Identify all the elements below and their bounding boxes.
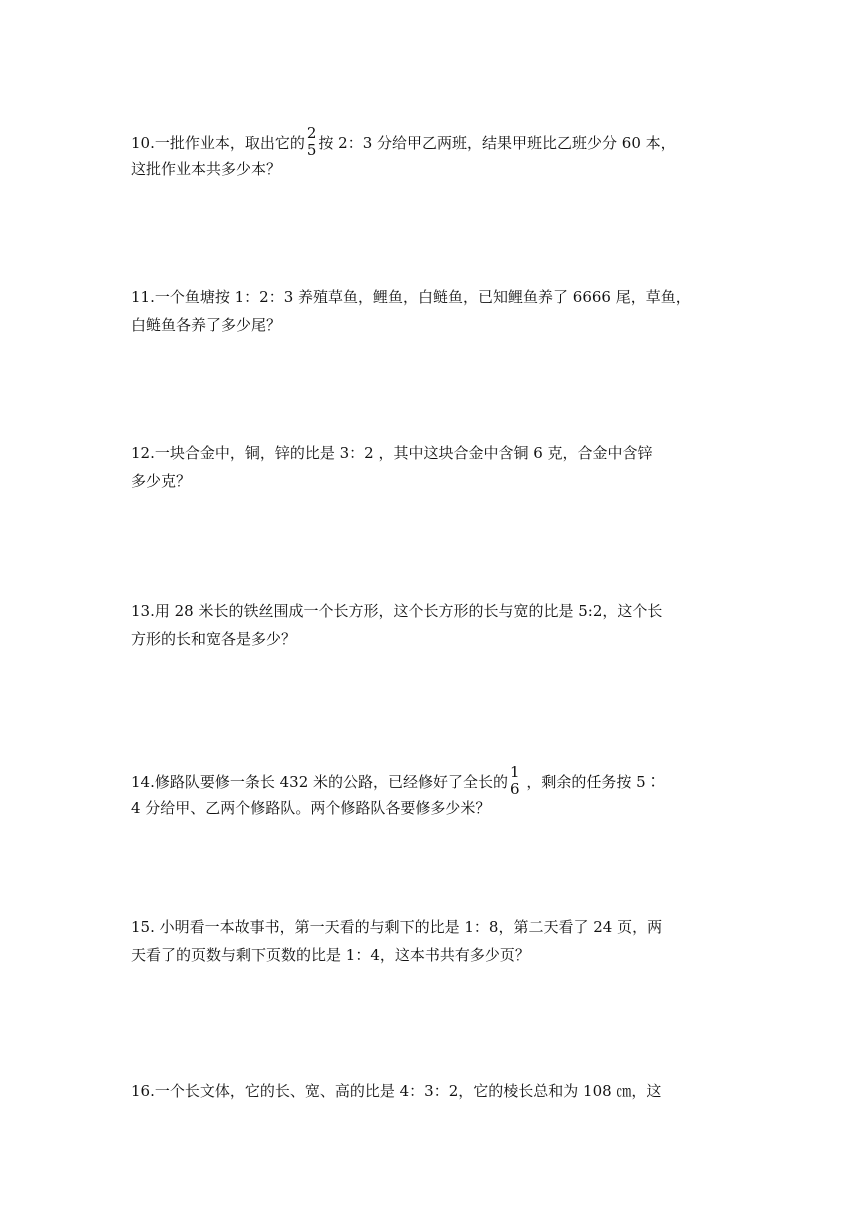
question-10-line-1 bbox=[131, 124, 731, 159]
question-13 bbox=[131, 597, 731, 653]
question-10-text-b: 按 2：3 分给甲乙两班，结果甲班比乙班少分 60 本， bbox=[318, 134, 676, 152]
question-13-line-2: 方形的长和宽各是多少？ bbox=[131, 630, 297, 648]
question-16-line-1: 16.一个长文体，它的长、宽、高的比是 4：3：2，它的棱长总和为 108 ㎝，这 bbox=[131, 1082, 662, 1100]
fraction-one-sixth bbox=[510, 764, 520, 798]
question-11 bbox=[131, 283, 731, 339]
fraction-denominator: 5 bbox=[306, 141, 317, 159]
fraction-numerator: 1 bbox=[510, 763, 520, 781]
question-12-line-1: 12.一块合金中，铜，锌的比是 3：2 ，其中这块合金中含铜 6 克，合金中含锌 bbox=[131, 444, 653, 462]
question-11-line-1: 11.一个鱼塘按 1：2：3 养殖草鱼，鲤鱼，白鲢鱼，已知鲤鱼养了 6666 尾，草鱼， bbox=[131, 288, 691, 306]
question-15-line-1: 15. 小明看一本故事书，第一天看的与剩下的比是 1：8，第二天看了 24 页，两 bbox=[131, 918, 663, 936]
question-12 bbox=[131, 439, 731, 495]
question-14 bbox=[131, 763, 731, 822]
question-10-text-a: 10.一批作业本，取出它的 bbox=[131, 134, 305, 152]
question-16 bbox=[131, 1077, 731, 1105]
fraction-two-fifths bbox=[307, 125, 317, 159]
fraction-numerator: 2 bbox=[306, 124, 317, 142]
question-14-line-2: 4 分给甲、乙两个修路队。两个修路队各要修多少米？ bbox=[131, 799, 491, 817]
question-15 bbox=[131, 913, 731, 969]
question-14-text-b: ，剩余的任务按 5∶ bbox=[521, 773, 661, 791]
question-15-line-2: 天看了的页数与剩下页数的比是 1：4，这本书共有多少页？ bbox=[131, 946, 530, 964]
question-10-line-2: 这批作业本共多少本？ bbox=[131, 160, 282, 178]
question-10 bbox=[131, 124, 731, 183]
question-14-text-a: 14.修路队要修一条长 432 米的公路，已经修好了全长的 bbox=[131, 773, 509, 791]
question-12-line-2: 多少克？ bbox=[131, 472, 192, 490]
question-11-line-2: 白鲢鱼各养了多少尾？ bbox=[131, 316, 282, 334]
question-14-line-1 bbox=[131, 763, 731, 798]
fraction-denominator: 6 bbox=[510, 780, 520, 798]
question-13-line-1: 13.用 28 米长的铁丝围成一个长方形，这个长方形的长与宽的比是 5:2，这个长 bbox=[131, 602, 663, 620]
